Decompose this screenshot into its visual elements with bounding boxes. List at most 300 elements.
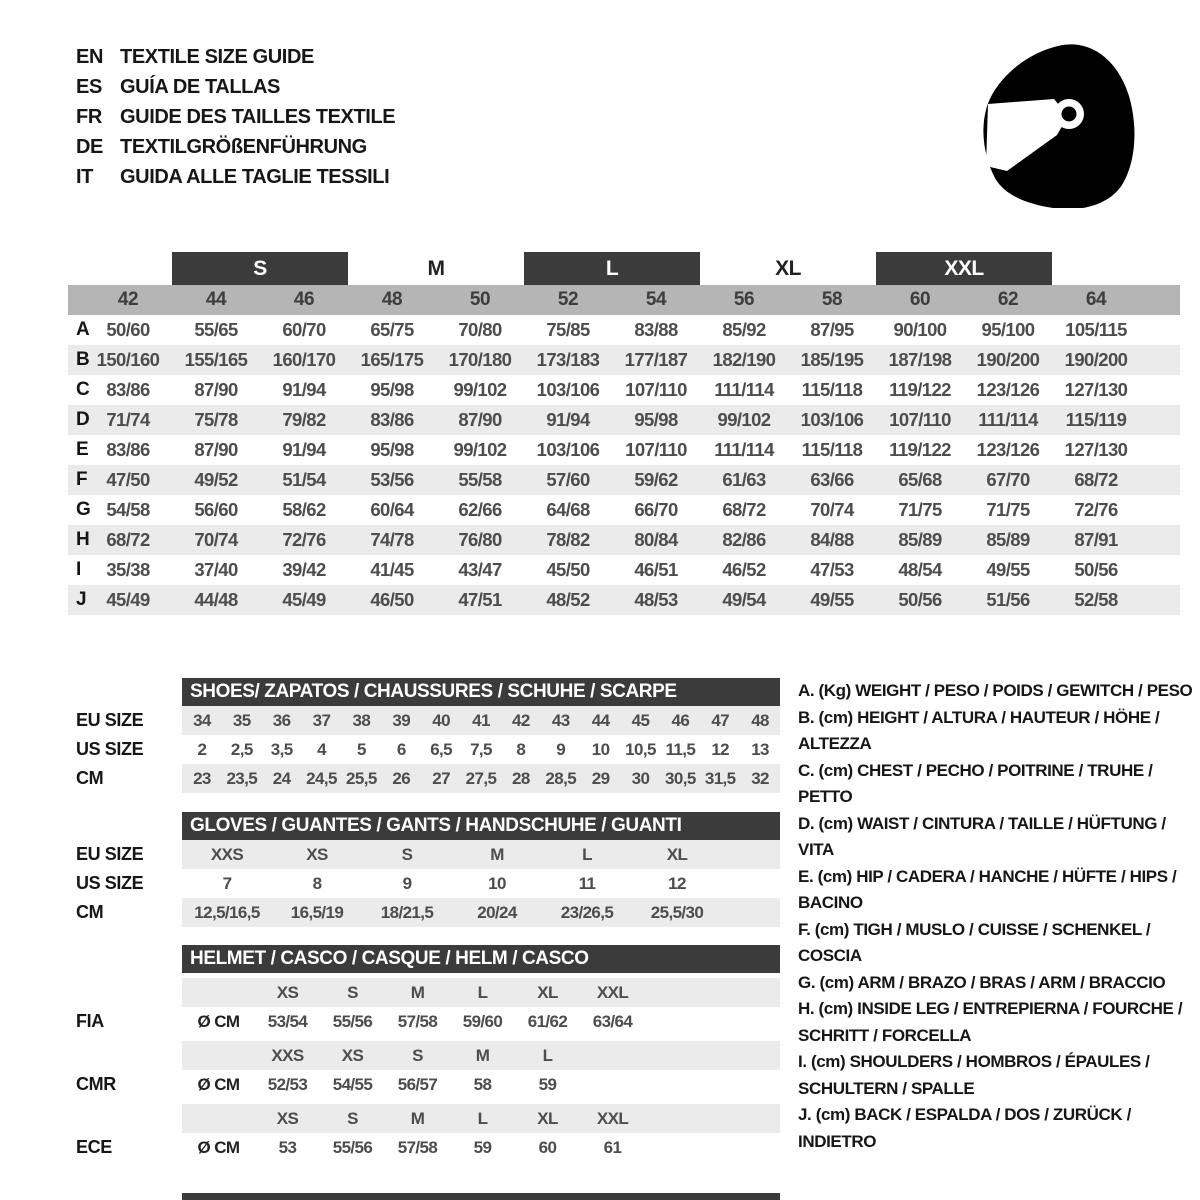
legend-item: H. (cm) INSIDE LEG / ENTREPIERNA / FOURCHE / SCHRITT / FORCELLA (798, 999, 1183, 1045)
size-value-cell: 55/56 (332, 1137, 373, 1157)
size-value-cell: 65/75 (370, 319, 414, 340)
section-row-label: EU SIZE (76, 710, 144, 730)
size-value-cell: 47/50 (106, 469, 150, 490)
size-value-cell: 63/64 (592, 1011, 633, 1031)
section-row-label: EU SIZE (76, 844, 144, 864)
size-value-cell: 111/114 (978, 409, 1038, 430)
helmet-size-cell: XXL (596, 1108, 629, 1128)
size-value-cell: 59 (538, 1074, 557, 1094)
section-label-spacer (68, 978, 182, 1007)
size-value-cell: 71/75 (898, 499, 942, 520)
size-value-cell: 64/68 (546, 499, 590, 520)
size-value-cell: 107/110 (625, 439, 687, 460)
size-value-cell: 11 (578, 873, 596, 893)
helmet-sizes-band (182, 978, 780, 1007)
size-letter-row (68, 252, 1180, 285)
diameter-unit-cell: Ø CM (197, 1011, 240, 1031)
size-value-cell: 67/70 (986, 469, 1030, 490)
size-value-cell: 44/48 (194, 589, 238, 610)
bottom-cutoff-bar (182, 1193, 780, 1200)
language-code: FR (76, 106, 102, 128)
size-value-cell: 45 (631, 710, 650, 730)
size-value-cell: 107/110 (625, 379, 687, 400)
section-row-band (182, 735, 780, 764)
section-row-band (182, 706, 780, 735)
legend-item: I. (cm) SHOULDERS / HOMBROS / ÉPAULES / SCHULTERN / SPALLE (798, 1052, 1150, 1098)
size-table-row (68, 375, 1180, 405)
size-value-cell: 115/118 (801, 439, 863, 460)
size-value-cell: 58 (473, 1074, 492, 1094)
size-value-cell: 43 (551, 710, 570, 730)
size-value-cell: 32 (751, 768, 769, 788)
size-value-cell: 95/98 (370, 379, 414, 400)
size-value-cell: 123/126 (976, 439, 1040, 460)
size-value-cell: 31,5 (704, 768, 736, 788)
size-value-cell: 36 (272, 710, 291, 730)
size-value-cell: 80/84 (634, 529, 678, 550)
size-value-cell: 46/51 (634, 559, 678, 580)
size-value-cell: 127/130 (1064, 379, 1128, 400)
language-row (76, 102, 395, 132)
helmet-title-bar: HELMET / CASCO / CASQUE / HELM / CASCO (182, 945, 780, 973)
helmet-sizes-band (182, 1041, 780, 1070)
size-value-cell: 45/49 (282, 589, 326, 610)
size-value-cell: 25,5/30 (650, 902, 704, 922)
racing-helmet-icon (978, 28, 1168, 208)
size-table-row (68, 585, 1180, 615)
size-value-cell: 58/62 (282, 499, 326, 520)
section-label-spacer (68, 812, 182, 840)
size-value-cell: 46 (671, 710, 690, 730)
size-value-cell: 45/49 (106, 589, 150, 610)
numeric-size-cell: 52 (557, 289, 579, 310)
size-value-cell: 9 (402, 873, 412, 893)
size-value-cell: 12 (668, 873, 686, 893)
helmet-size-cell: L (477, 1108, 488, 1128)
size-value-cell: 115/119 (1065, 409, 1127, 430)
helmet-size-cell: XS (276, 1108, 299, 1128)
size-value-cell: 59/62 (634, 469, 678, 490)
size-value-cell: 123/126 (976, 379, 1040, 400)
numeric-size-cell: 60 (909, 289, 931, 310)
size-value-cell: 54/58 (106, 499, 150, 520)
diameter-unit-cell: Ø CM (197, 1074, 240, 1094)
section-label-spacer (68, 945, 182, 973)
size-value-cell: S (401, 844, 413, 864)
size-table-row (68, 465, 1180, 495)
size-value-cell: 57/58 (397, 1011, 438, 1031)
helmet-size-cell: XXS (271, 1045, 304, 1065)
section-row-band (182, 764, 780, 793)
language-title: GUIDE DES TAILLES TEXTILE (120, 106, 396, 128)
size-letter-cell: XL (775, 256, 801, 280)
numeric-size-cell: 46 (293, 289, 315, 310)
helmet-sizes-band (182, 1104, 780, 1133)
legend-item: E. (cm) HIP / CADERA / HANCHE / HÜFTE / HIPS / BACINO (798, 866, 1177, 912)
language-row (76, 42, 395, 72)
size-value-cell: 43/47 (458, 559, 502, 580)
numeric-size-cell: 58 (821, 289, 843, 310)
helmet-size-cell: S (347, 982, 358, 1002)
row-letter-label: E (76, 439, 89, 460)
size-value-cell: 72/76 (282, 529, 326, 550)
size-value-cell: 185/195 (800, 349, 864, 370)
size-value-cell: 8 (516, 739, 526, 759)
legend-item: B. (cm) HEIGHT / ALTURA / HAUTEUR / HÖHE / ALTEZZA (798, 707, 1160, 753)
size-value-cell: 71/74 (106, 409, 150, 430)
language-code: DE (76, 136, 103, 158)
language-title: TEXTILE SIZE GUIDE (120, 46, 314, 68)
size-value-cell: L (582, 844, 592, 864)
size-value-cell: 47/51 (458, 589, 502, 610)
row-letter-label: F (76, 469, 88, 490)
size-value-cell: 165/175 (360, 349, 424, 370)
size-value-cell: 75/78 (194, 409, 238, 430)
diameter-unit-cell: Ø CM (197, 1137, 240, 1157)
size-value-cell: 49/52 (194, 469, 238, 490)
numeric-size-cell: 50 (469, 289, 491, 310)
size-value-cell: 68/72 (106, 529, 150, 550)
size-value-cell: 3,5 (270, 739, 293, 759)
section-row-label: CM (76, 768, 104, 788)
size-value-cell: 27 (432, 768, 450, 788)
size-value-cell: 68/72 (722, 499, 766, 520)
section-row-label: CM (76, 902, 104, 922)
legend-item: G. (cm) ARM / BRAZO / BRAS / ARM / BRACCIO (798, 972, 1166, 992)
size-value-cell: 26 (392, 768, 411, 788)
size-value-cell: M (490, 844, 504, 864)
language-code: IT (76, 166, 93, 188)
size-value-cell: 182/190 (712, 349, 776, 370)
language-list (76, 42, 395, 192)
size-value-cell: 119/122 (889, 439, 951, 460)
helmet-size-cell: S (412, 1045, 423, 1065)
size-value-cell: 20/24 (477, 902, 517, 922)
size-value-cell: 8 (312, 873, 322, 893)
size-value-cell: 160/170 (272, 349, 336, 370)
size-value-cell: 46/50 (370, 589, 414, 610)
legend-item: J. (cm) BACK / ESPALDA / DOS / ZURÜCK / INDIETRO (798, 1105, 1131, 1151)
size-value-cell: 190/200 (1064, 349, 1128, 370)
numeric-size-cell: 64 (1085, 289, 1107, 310)
helmet-size-cell: XL (537, 1108, 558, 1128)
size-value-cell: 47/53 (810, 559, 854, 580)
size-value-cell: 87/90 (194, 379, 238, 400)
section-row-label: US SIZE (76, 873, 144, 893)
size-value-cell: 10 (591, 739, 610, 759)
section-row-band (182, 840, 780, 869)
size-value-cell: 187/198 (888, 349, 952, 370)
size-value-cell: 40 (432, 710, 450, 730)
language-row (76, 132, 395, 162)
size-value-cell: 103/106 (536, 439, 600, 460)
size-value-cell: 51/56 (986, 589, 1030, 610)
size-value-cell: 83/86 (106, 439, 150, 460)
legend-item: C. (cm) CHEST / PECHO / POITRINE / TRUHE / PETTO (798, 760, 1153, 806)
size-value-cell: 12 (711, 739, 730, 759)
helmet-size-cell: L (477, 982, 488, 1002)
size-letter-cell: M (427, 256, 445, 280)
size-value-cell: 30 (631, 768, 650, 788)
size-value-cell: 111/114 (714, 439, 774, 460)
section-row-band (182, 898, 780, 927)
size-value-cell: 47 (711, 710, 730, 730)
size-value-cell: 70/80 (458, 319, 502, 340)
size-value-cell: 28,5 (545, 768, 577, 788)
size-letter-cell: XXL (876, 252, 1052, 285)
shoes-title-bar: SHOES/ ZAPATOS / CHAUSSURES / SCHUHE / SCARPE (182, 678, 780, 706)
size-value-cell: 48/54 (898, 559, 942, 580)
size-value-cell: 60/64 (370, 499, 414, 520)
size-value-cell: 7,5 (470, 739, 492, 759)
size-value-cell: 87/95 (810, 319, 854, 340)
size-value-cell: 6 (396, 739, 406, 759)
measurement-legend (798, 678, 1196, 1155)
section-label-spacer (68, 678, 182, 706)
size-table-row (68, 315, 1180, 345)
numeric-size-cell: 62 (997, 289, 1019, 310)
row-letter-label: A (76, 319, 90, 340)
size-value-cell: 90/100 (893, 319, 947, 340)
size-value-cell: 41/45 (370, 559, 414, 580)
size-value-cell: XXS (210, 844, 244, 864)
helmet-size-cell: L (542, 1045, 553, 1065)
helmet-values-band (182, 1133, 780, 1162)
language-title: GUÍA DE TALLAS (120, 76, 280, 98)
size-value-cell: 37/40 (194, 559, 238, 580)
size-value-cell: 173/183 (536, 349, 600, 370)
size-value-cell: 68/72 (1074, 469, 1118, 490)
size-value-cell: 34 (193, 710, 211, 730)
size-value-cell: 10 (488, 873, 506, 893)
size-table-row (68, 405, 1180, 435)
numeric-size-row (68, 285, 1180, 315)
numeric-size-cell: 48 (381, 289, 403, 310)
size-value-cell: 2,5 (230, 739, 253, 759)
row-letter-label: J (76, 589, 87, 610)
size-value-cell: 2 (197, 739, 207, 759)
size-value-cell: 27,5 (465, 768, 497, 788)
language-title: TEXTILGRÖßENFÜHRUNG (120, 136, 367, 158)
size-value-cell: 75/85 (546, 319, 590, 340)
size-value-cell: 78/82 (546, 529, 590, 550)
size-value-cell: 59/60 (462, 1011, 503, 1031)
size-value-cell: XL (666, 844, 688, 864)
size-value-cell: 107/110 (889, 409, 951, 430)
helmet-standard-label: ECE (76, 1137, 112, 1157)
size-value-cell: 150/160 (96, 349, 160, 370)
size-value-cell: 54/55 (332, 1074, 373, 1094)
size-value-cell: 23 (193, 768, 211, 788)
legend-item: A. (Kg) WEIGHT / PESO / POIDS / GEWITCH / PESO (798, 681, 1193, 700)
helmet-standard-label: FIA (76, 1011, 104, 1031)
size-value-cell: 61/63 (722, 469, 766, 490)
size-value-cell: 71/75 (986, 499, 1030, 520)
size-value-cell: 70/74 (810, 499, 854, 520)
size-value-cell: 13 (751, 739, 769, 759)
size-value-cell: 52/53 (267, 1074, 308, 1094)
size-value-cell: 50/60 (106, 319, 150, 340)
size-value-cell: 18/21,5 (380, 902, 434, 922)
size-value-cell: 56/60 (194, 499, 238, 520)
size-value-cell: 95/98 (634, 409, 678, 430)
size-value-cell: 95/98 (370, 439, 414, 460)
row-letter-label: D (76, 409, 90, 430)
size-value-cell: 103/106 (536, 379, 600, 400)
size-value-cell: 53/56 (370, 469, 414, 490)
language-title: GUIDA ALLE TAGLIE TESSILI (120, 166, 390, 188)
size-value-cell: 76/80 (458, 529, 502, 550)
size-value-cell: XS (306, 844, 328, 864)
size-value-cell: 74/78 (370, 529, 414, 550)
textile-size-table (68, 252, 1180, 615)
size-value-cell: 57/60 (546, 469, 590, 490)
size-value-cell: 85/89 (898, 529, 942, 550)
row-letter-label: I (76, 559, 82, 580)
size-value-cell: 53 (278, 1137, 297, 1157)
language-code: EN (76, 46, 103, 68)
size-value-cell: 11,5 (665, 739, 696, 759)
size-value-cell: 83/86 (370, 409, 414, 430)
size-value-cell: 61 (603, 1137, 622, 1157)
size-value-cell: 115/118 (801, 379, 863, 400)
size-value-cell: 29 (591, 768, 610, 788)
size-value-cell: 103/106 (800, 409, 864, 430)
numeric-row-spacer (68, 285, 84, 315)
size-table-row (68, 555, 1180, 585)
size-table-row (68, 525, 1180, 555)
size-value-cell: 190/200 (976, 349, 1040, 370)
size-value-cell: 24 (272, 768, 291, 788)
size-value-cell: 66/70 (634, 499, 678, 520)
section-label-spacer (68, 1041, 182, 1070)
size-value-cell: 41 (472, 710, 490, 730)
size-value-cell: 7 (222, 873, 232, 893)
size-value-cell: 70/74 (194, 529, 238, 550)
size-value-cell: 55/58 (458, 469, 502, 490)
helmet-size-cell: M (410, 982, 425, 1002)
size-value-cell: 48 (751, 710, 769, 730)
helmet-standard-label: CMR (76, 1074, 116, 1094)
language-row (76, 162, 395, 192)
row-letter-label: C (76, 379, 90, 400)
helmet-size-cell: XS (276, 982, 299, 1002)
size-letter-cell: L (524, 252, 700, 285)
section-row-label: US SIZE (76, 739, 144, 759)
helmet-size-cell: XXL (596, 982, 629, 1002)
helmet-size-cell: S (347, 1108, 358, 1128)
size-letter-cell: S (172, 252, 348, 285)
size-value-cell: 91/94 (282, 379, 326, 400)
numeric-size-cell: 54 (645, 289, 667, 310)
size-value-cell: 170/180 (448, 349, 512, 370)
size-value-cell: 91/94 (282, 439, 326, 460)
size-value-cell: 38 (352, 710, 371, 730)
size-value-cell: 59 (473, 1137, 492, 1157)
size-value-cell: 55/56 (332, 1011, 373, 1031)
size-value-cell: 65/68 (898, 469, 942, 490)
size-value-cell: 16,5/19 (290, 902, 344, 922)
size-value-cell: 91/94 (546, 409, 590, 430)
row-letter-label: B (76, 349, 90, 370)
size-value-cell: 111/114 (714, 379, 774, 400)
numeric-size-cell: 44 (205, 289, 227, 310)
size-value-cell: 30,5 (664, 768, 696, 788)
size-value-cell: 51/54 (282, 469, 326, 490)
size-value-cell: 12,5/16,5 (194, 902, 260, 922)
size-value-cell: 49/54 (722, 589, 766, 610)
size-table-row (68, 435, 1180, 465)
numeric-size-cell: 56 (733, 289, 755, 310)
row-letter-label: G (76, 499, 91, 520)
size-value-cell: 127/130 (1064, 439, 1128, 460)
helmet-unit-spacer (182, 1104, 255, 1133)
size-value-cell: 61/62 (527, 1011, 568, 1031)
size-value-cell: 10,5 (625, 739, 656, 759)
size-value-cell: 45/50 (546, 559, 590, 580)
size-table-row (68, 495, 1180, 525)
size-value-cell: 52/58 (1074, 589, 1118, 610)
size-value-cell: 6,5 (430, 739, 453, 759)
size-value-cell: 39 (392, 710, 411, 730)
size-value-cell: 87/90 (458, 409, 502, 430)
size-value-cell: 85/89 (986, 529, 1030, 550)
size-value-cell: 82/86 (722, 529, 766, 550)
size-value-cell: 44 (591, 710, 610, 730)
size-value-cell: 79/82 (282, 409, 326, 430)
language-code: ES (76, 76, 102, 98)
size-value-cell: 23/26,5 (560, 902, 614, 922)
helmet-values-band (182, 1007, 780, 1036)
helmet-values-band (182, 1070, 780, 1099)
size-value-cell: 53/54 (267, 1011, 308, 1031)
size-value-cell: 25,5 (346, 768, 377, 788)
section-row-band (182, 869, 780, 898)
size-value-cell: 37 (312, 710, 331, 730)
size-value-cell: 60/70 (282, 319, 326, 340)
size-value-cell: 105/115 (1065, 319, 1127, 340)
size-value-cell: 48/52 (546, 589, 590, 610)
size-value-cell: 87/90 (194, 439, 238, 460)
helmet-unit-spacer (182, 978, 255, 1007)
size-value-cell: 50/56 (1074, 559, 1118, 580)
size-value-cell: 119/122 (889, 379, 951, 400)
language-row (76, 72, 395, 102)
numeric-size-cell: 42 (117, 289, 139, 310)
size-value-cell: 177/187 (624, 349, 688, 370)
size-value-cell: 62/66 (458, 499, 502, 520)
size-value-cell: 57/58 (397, 1137, 438, 1157)
size-value-cell: 63/66 (810, 469, 854, 490)
legend-item: F. (cm) TIGH / MUSLO / CUISSE / SCHENKEL / COSCIA (798, 919, 1151, 965)
size-value-cell: 155/165 (184, 349, 248, 370)
size-value-cell: 56/57 (397, 1074, 438, 1094)
size-value-cell: 87/91 (1074, 529, 1118, 550)
size-value-cell: 83/86 (106, 379, 150, 400)
section-label-spacer (68, 1104, 182, 1133)
size-value-cell: 39/42 (282, 559, 326, 580)
size-value-cell: 5 (356, 739, 366, 759)
size-value-cell: 84/88 (810, 529, 854, 550)
size-value-cell: 42 (512, 710, 530, 730)
size-value-cell: 60 (538, 1137, 557, 1157)
size-value-cell: 49/55 (810, 589, 854, 610)
size-value-cell: 46/52 (722, 559, 766, 580)
size-value-cell: 35/38 (106, 559, 150, 580)
helmet-size-cell: XL (537, 982, 558, 1002)
size-value-cell: 55/65 (194, 319, 238, 340)
size-value-cell: 99/102 (453, 439, 507, 460)
